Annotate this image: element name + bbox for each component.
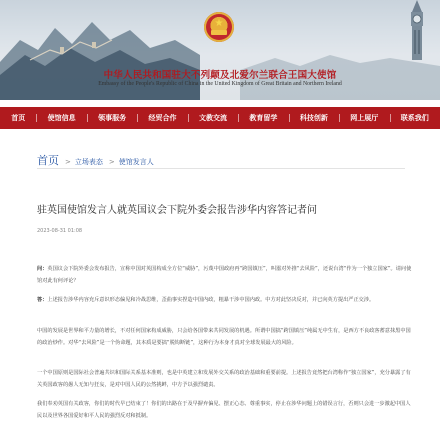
nav-item-embassy-info[interactable]: 使馆信息 bbox=[36, 113, 86, 123]
nav-item-science[interactable]: 科技创新 bbox=[289, 113, 339, 123]
breadcrumb-section-link[interactable]: 立场表态 bbox=[74, 158, 103, 166]
nav-item-contact[interactable]: 联系我们 bbox=[390, 113, 440, 123]
breadcrumb-home-link[interactable]: 首页 bbox=[37, 154, 59, 167]
article-paragraph bbox=[37, 295, 412, 307]
paragraph-text: 英国议会下院外委会发布报告，宣称中国对英国构成全方位“威胁”，污蔑中国政府再“跨国镇压”，叫嚣对外推“去风险”，还说台湾“作为一个独立国家”。请问使馆对此有何评论？ bbox=[37, 266, 412, 284]
national-emblem-icon: ★ bbox=[204, 12, 234, 42]
article-paragraph bbox=[37, 264, 412, 287]
speaker-label: 问： bbox=[37, 266, 48, 272]
article-title: 驻英国使馆发言人就英国议会下院外委会报告涉华内容答记者问 bbox=[37, 205, 317, 216]
header-banner bbox=[0, 0, 440, 100]
breadcrumb-separator: > bbox=[65, 158, 71, 166]
paragraph-text: 我们奉劝英国有关政客，你们的时代早已结束了！你们的出路在于及早摒弃偏见、摆正心态、尊重事实，停止在涉华问题上的错误言行，否则只会进一步激起中国人民以及世界各国爱好和平人民的强烈反对和抵制。 bbox=[37, 401, 411, 419]
clock-tower-illustration bbox=[402, 0, 432, 60]
nav-item-trade[interactable]: 经贸合作 bbox=[137, 113, 187, 123]
paragraph-text: 一个中国原则是国际社会普遍共识和国际关系基本准则，也是中英建立和发展外交关系的政治基础和重要前提。上述报告竟然把台湾称作“独立国家”，充分暴露了有关英国政客的愚人无知与狂妄，是对中国人民的公然挑衅，中方予以强烈谴责。 bbox=[37, 370, 411, 388]
breadcrumb bbox=[37, 152, 154, 168]
article-date: 2023-08-31 01:08 bbox=[37, 228, 83, 234]
nav-item-culture[interactable]: 文教交流 bbox=[188, 113, 238, 123]
embassy-title-cn: 中华人民共和国驻大不列颠及北爱尔兰联合王国大使馆 bbox=[103, 70, 337, 81]
nav-item-gallery[interactable]: 网上展厅 bbox=[339, 113, 389, 123]
article-paragraph bbox=[37, 368, 412, 391]
article-paragraph bbox=[37, 399, 412, 422]
article-paragraph bbox=[37, 326, 412, 349]
paragraph-text: 上述报告涉华内容充斥意识形态偏见和冷战思维，歪曲事实捏造中国内政，粗暴干涉中国内政。中方对此坚决反对，并已向英方提出严正交涉。 bbox=[47, 297, 375, 303]
nav-item-consular[interactable]: 领事服务 bbox=[87, 113, 137, 123]
nav-item-home[interactable]: 首页 bbox=[11, 114, 26, 122]
embassy-title-en: Embassy of the People's Republic of China in the United Kingdom of Great Britain and Northern Ireland bbox=[98, 81, 342, 87]
nav-item-education[interactable]: 教育留学 bbox=[238, 113, 288, 123]
paragraph-text: 中国的发展是世界和平力量的增长，不对任何国家构成威胁，只会给各国带来共同发展的机遇。所谓中国搞“跨国镇压”纯属无中生有，是西方不良政客蓄意抹黑中国的政治炒作。对华“去风险”是一个伪命题，其本质是要搞“脱钩断链”，这种行为本身才真对全球发展最大的风险。 bbox=[37, 328, 411, 346]
main-nav bbox=[0, 107, 440, 129]
speaker-label: 答： bbox=[37, 297, 48, 303]
divider bbox=[37, 168, 405, 169]
breadcrumb-current-link[interactable]: 使馆发言人 bbox=[118, 158, 154, 166]
breadcrumb-separator: > bbox=[108, 158, 115, 166]
